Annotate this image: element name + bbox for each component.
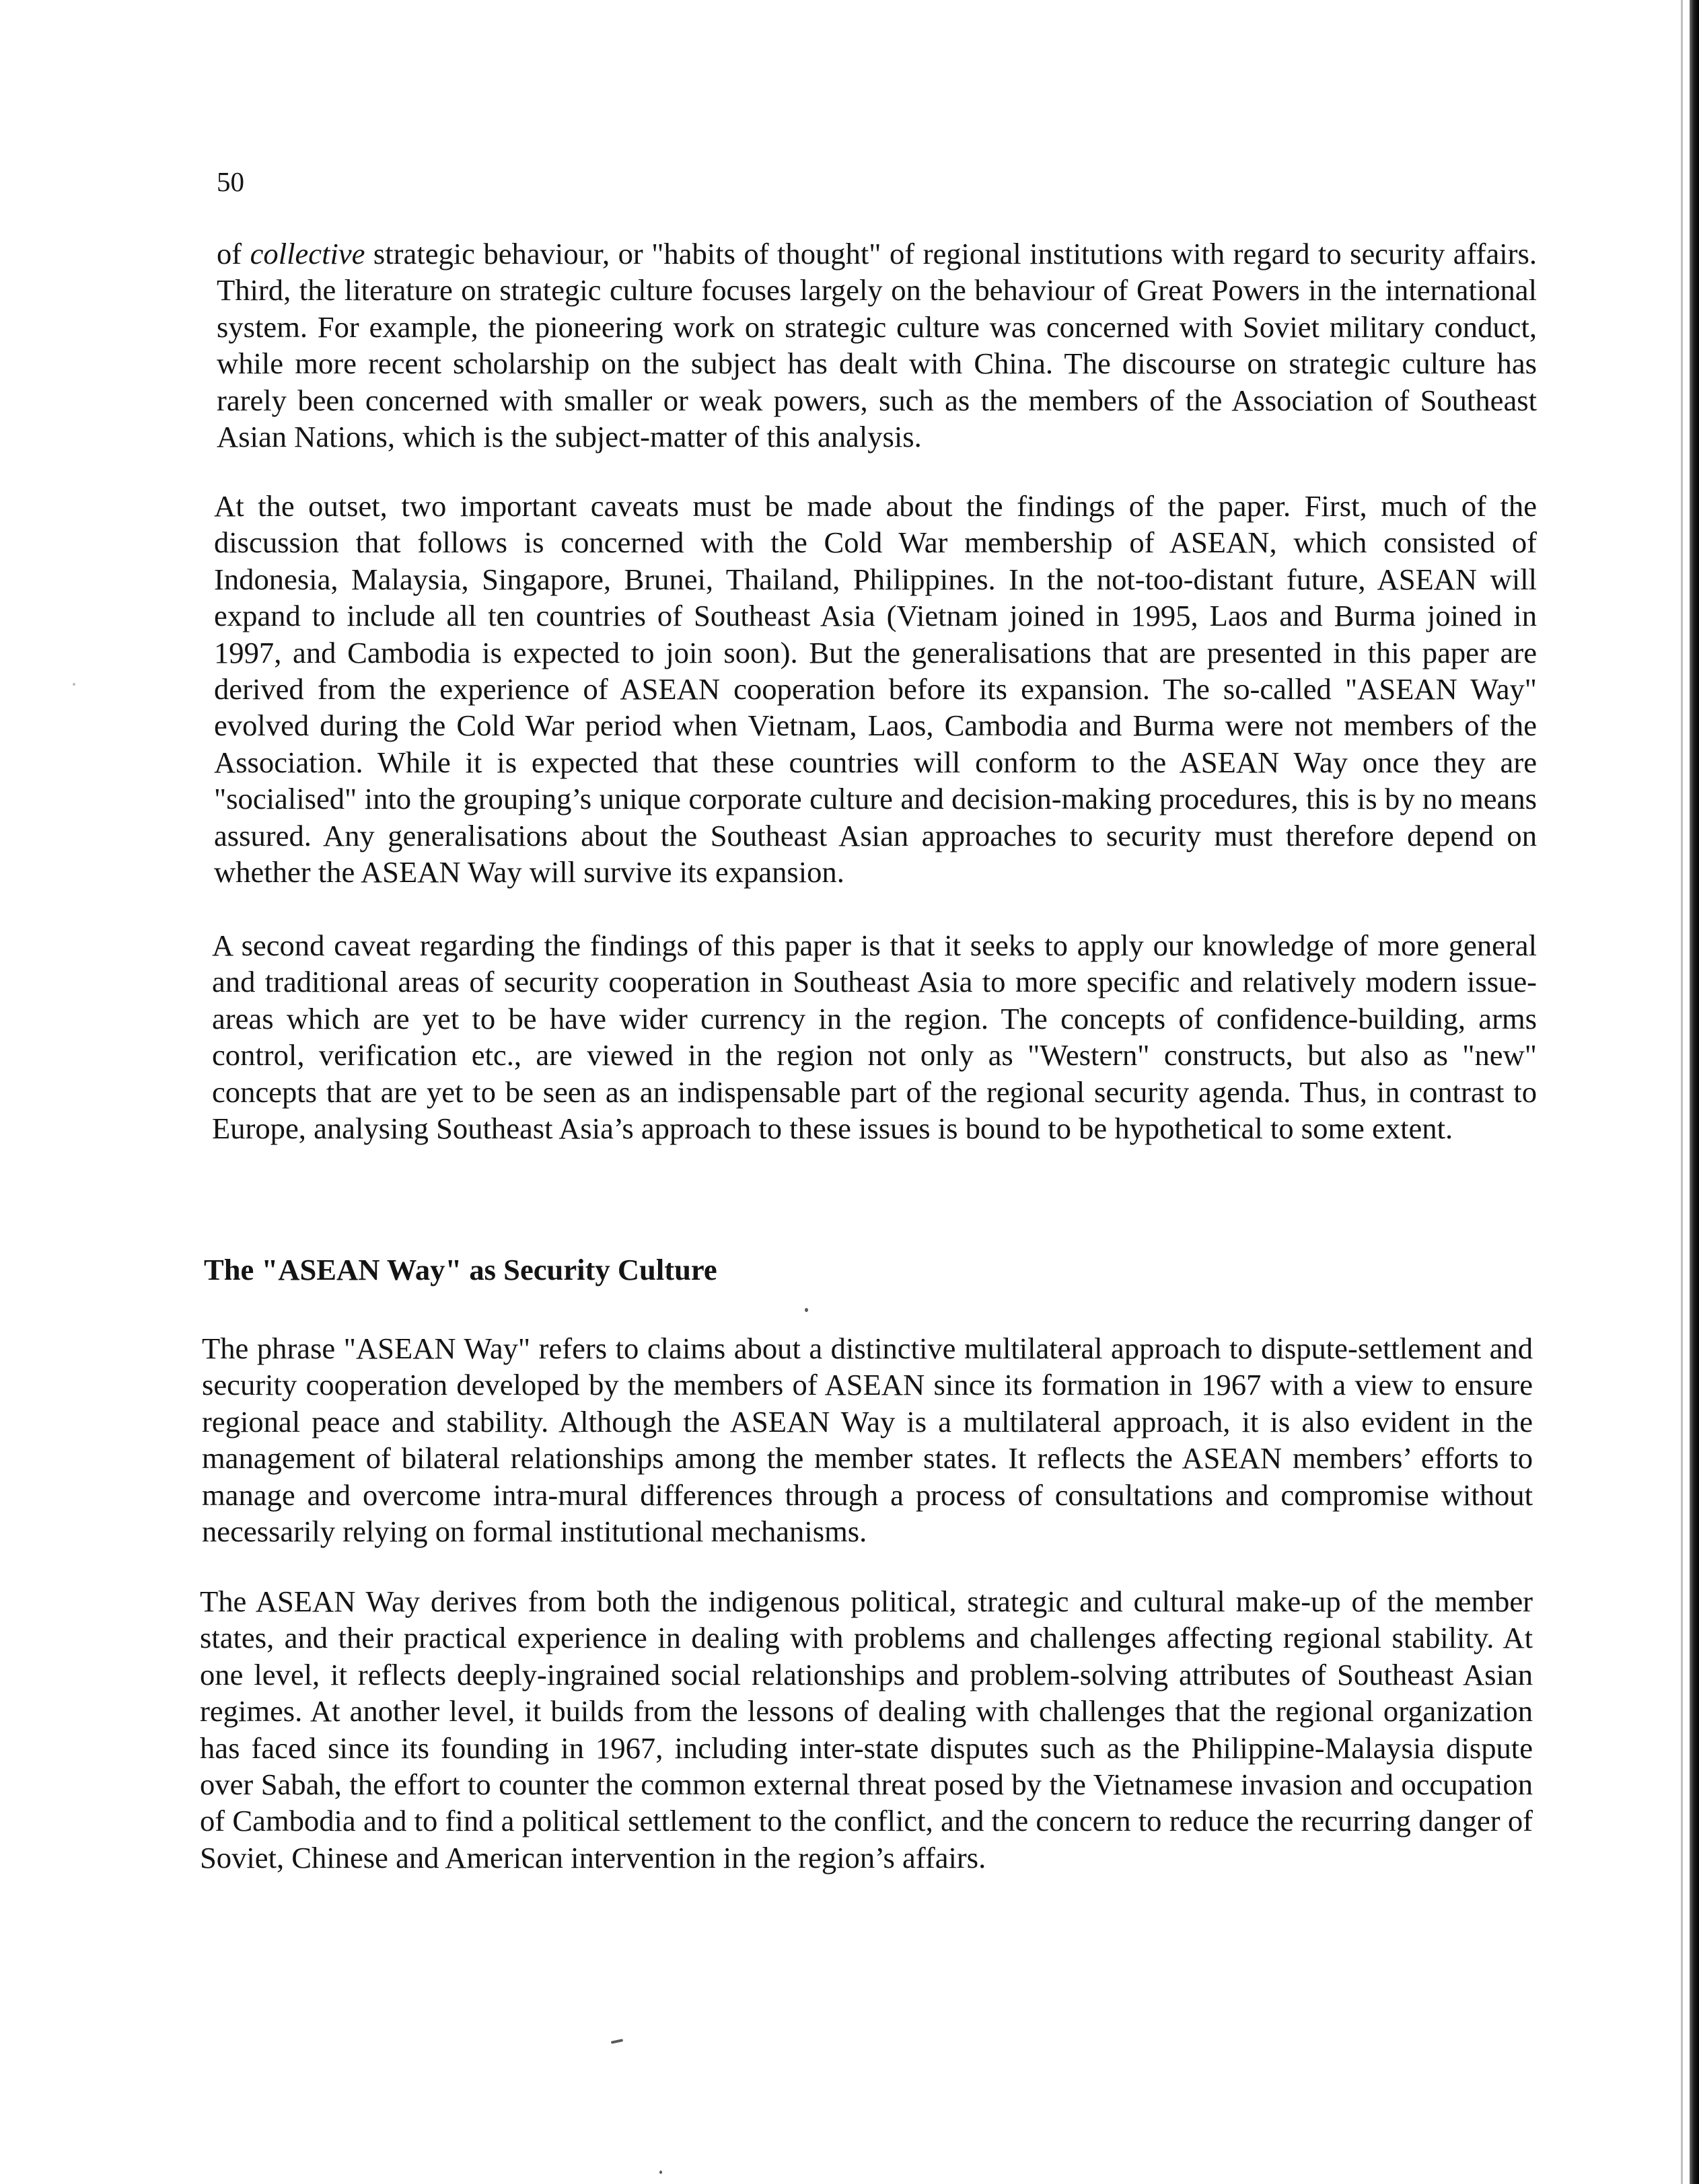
page-edge-border [1690,0,1699,2184]
paragraph-lead: of [217,237,250,270]
scan-speck [611,2039,623,2044]
paragraph-body: strategic behaviour, or "habits of thought" of regional institutions with regard to security affairs. Third, the literature on strategic culture focuses largely on the behaviour of Great Powers in the international system. For example, the pioneering work on strategic culture was concerned with Soviet military conduct, while more recent scholarship on the subject has dealt with China. The discourse on strategic culture has rarely been concerned with smaller or weak powers, such as the members of the Association of Southeast Asian Nations, which is the subject-matter of this analysis. [217,237,1538,454]
section-heading: The "ASEAN Way" as Security Culture [204,1253,717,1286]
page-number: 50 [217,166,244,197]
paragraph-asean-way-definition: The phrase "ASEAN Way" refers to claims about a distinctive multilateral approach to dispute-settlement and security cooperation developed by the members of ASEAN since its formation in 1967 with a view to ensure regional peace and stability. Although the ASEAN Way is a multilateral approach, it is also evident in the management of bilateral relationships among the member states. It reflects the ASEAN members’ efforts to manage and overcome intra-mural differences through a process of consultations and compromise without necessarily relying on formal institutional mechanisms. [202,1332,1533,1549]
scan-speck [659,2171,662,2174]
emphasis-collective: collective [250,237,365,270]
scan-speck [805,1308,808,1312]
paragraph-collective-behaviour [217,235,1537,455]
scan-speck [73,683,75,686]
page-edge-shadow [1681,0,1683,2184]
paragraph-second-caveat: A second caveat regarding the findings of this paper is that it seeks to apply our knowledge of more general and traditional areas of security cooperation in Southeast Asia to more specific and relatively modern issue-areas which are yet to be have wider currency in the region. The concepts of confidence-building, arms control, verification etc., are viewed in the region not only as "Western" constructs, but also as "new" concepts that are yet to be seen as an indispensable part of the regional security agenda. Thus, in contrast to Europe, analysing Southeast Asia’s approach to these issues is bound to be hypothetical to some extent. [212,929,1537,1146]
paragraph-caveats: At the outset, two important caveats must be made about the findings of the paper. First, much of the discussion that follows is concerned with the Cold War membership of ASEAN, which consisted of Indonesia, Malaysia, Singapore, Brunei, Thailand, Philippines. In the not-too-distant future, ASEAN will expand to include all ten countries of Southeast Asia (Vietnam joined in 1995, Laos and Burma joined in 1997, and Cambodia is expected to join soon). But the generalisations that are presented in this paper are derived from the experience of ASEAN cooperation before its expansion. The so-called "ASEAN Way" evolved during the Cold War period when Vietnam, Laos, Cambodia and Burma were not members of the Association. While it is expected that these countries will conform to the ASEAN Way once they are "socialised" into the grouping’s unique corporate culture and decision-making procedures, this is by no means assured. Any generalisations about the Southeast Asian approaches to security must therefore depend on whether the ASEAN Way will survive its expansion. [214,489,1537,889]
paragraph-asean-way-origins: The ASEAN Way derives from both the indigenous political, strategic and cultural make-up of the member states, and their practical experience in dealing with problems and challenges affecting regional stability. At one level, it reflects deeply-ingrained social relationships and problem-solving attributes of Southeast Asian regimes. At another level, it builds from the lessons of dealing with challenges that the regional organization has faced since its founding in 1967, including inter-state disputes such as the Philippine-Malaysia dispute over Sabah, the effort to counter the common external threat posed by the Vietnamese invasion and occupation of Cambodia and to find a political settlement to the conflict, and the concern to reduce the recurring danger of Soviet, Chinese and American intervention in the region’s affairs. [200,1585,1533,1874]
